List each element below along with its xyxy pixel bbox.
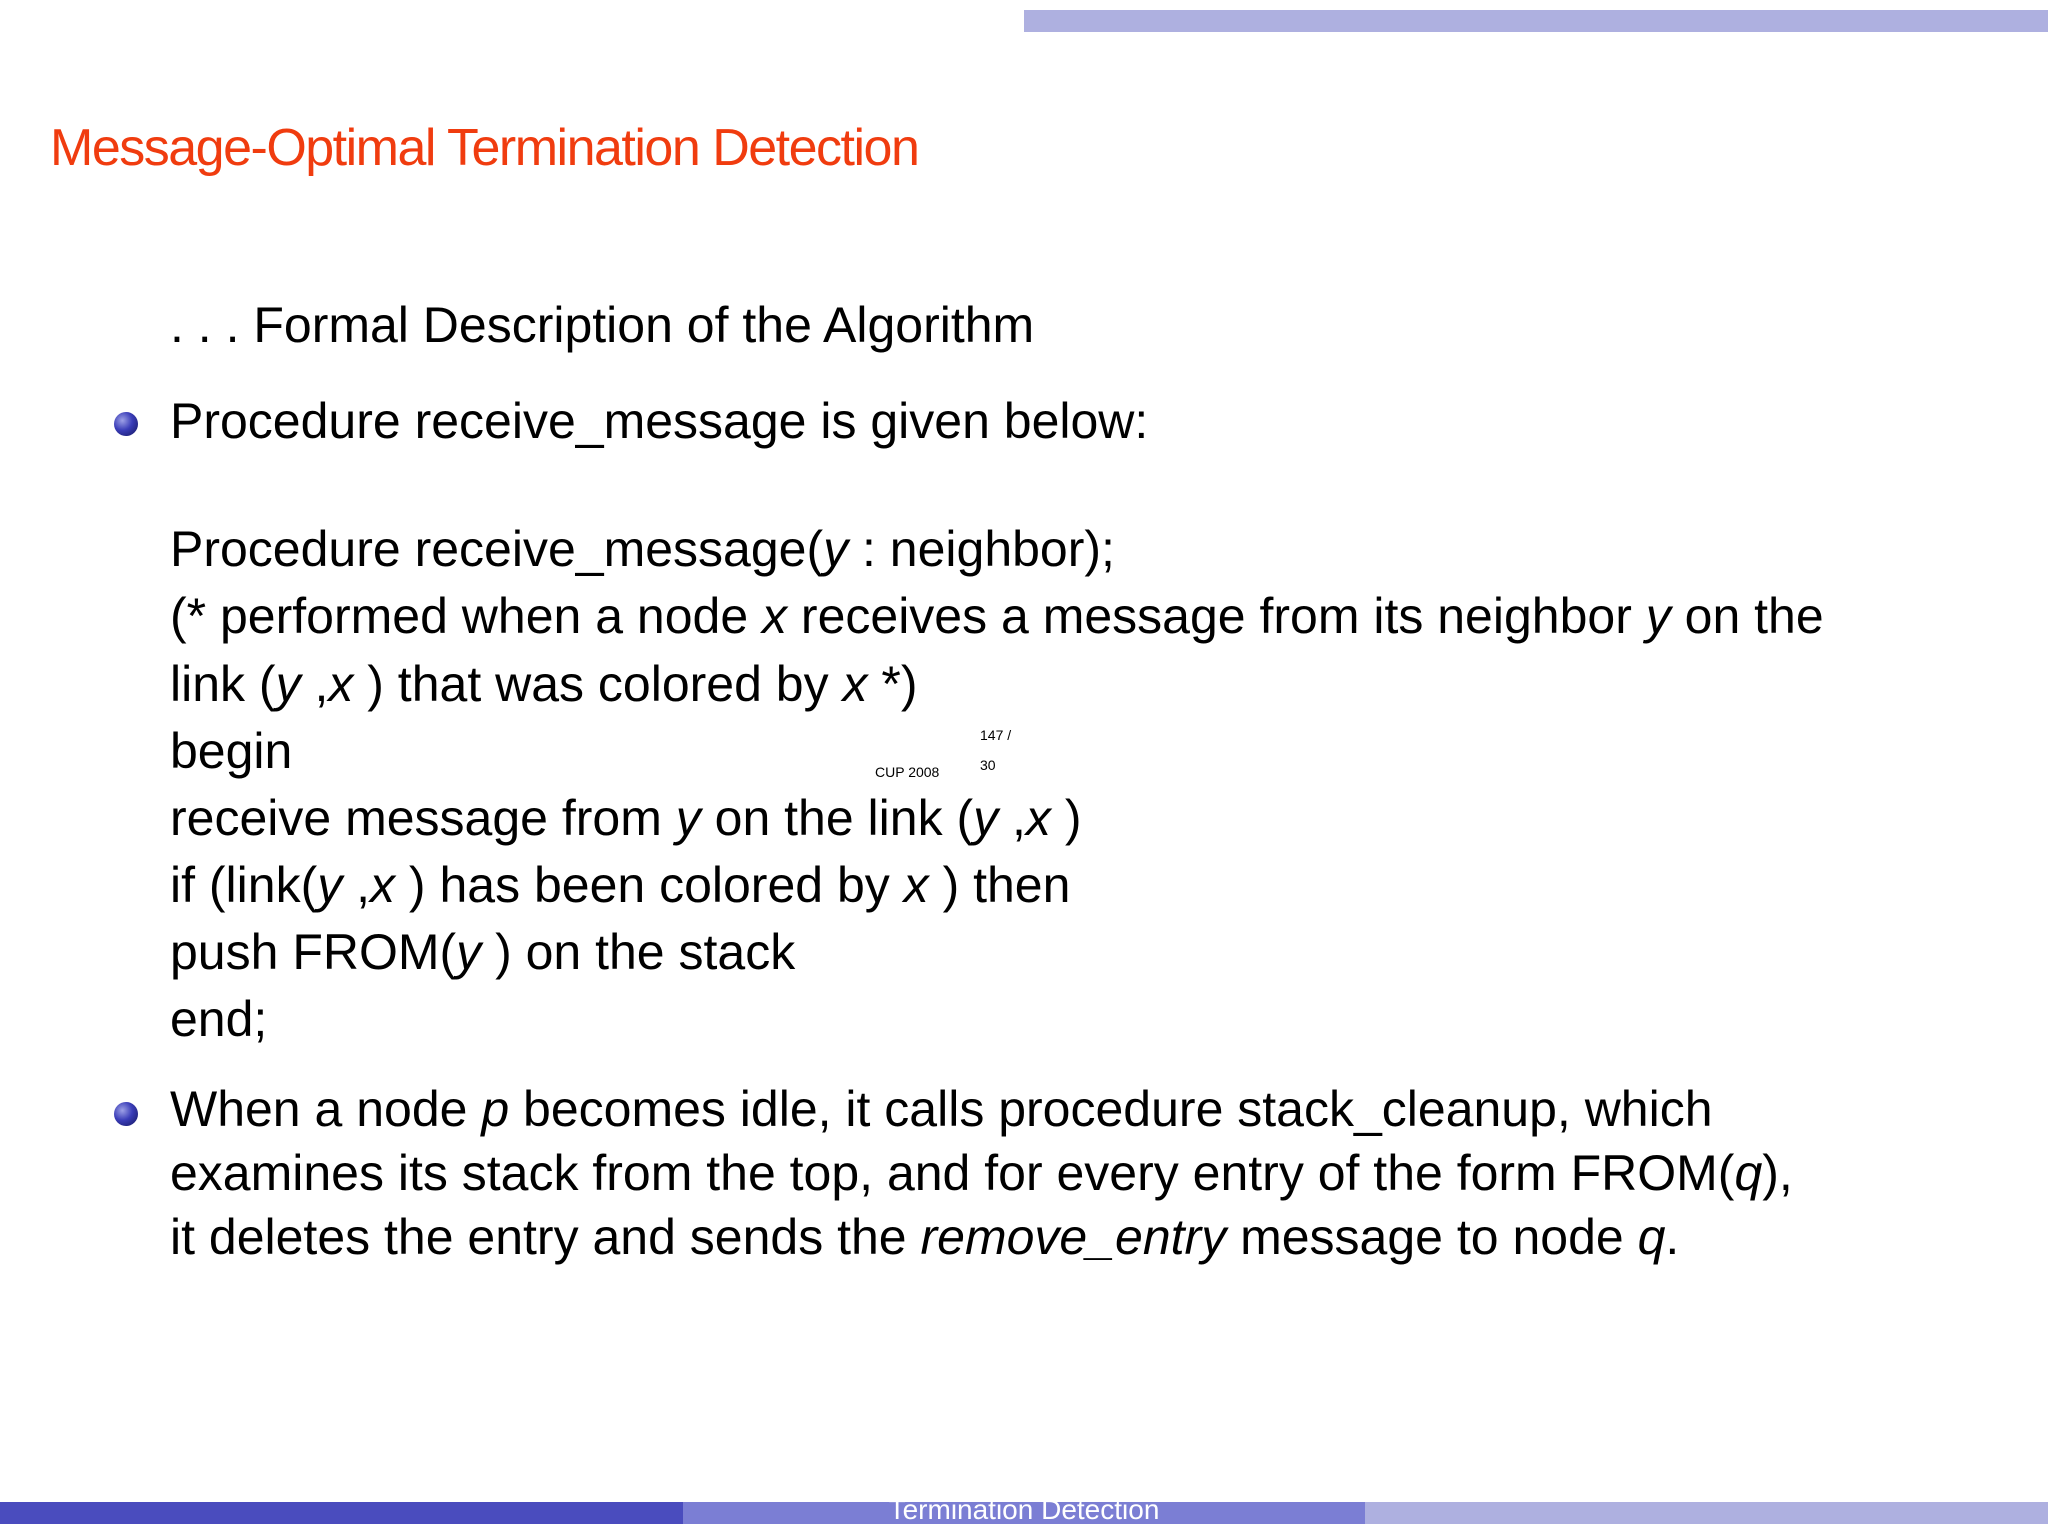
header-accent-bar	[1024, 10, 2048, 32]
code-line-1: Procedure receive_message(y : neighbor);	[170, 521, 1115, 577]
footer-label: Termination Detection	[888, 1494, 1160, 1525]
code-line-8: end;	[170, 991, 268, 1047]
code-line-7: push FROM(y ) on the stack	[170, 924, 796, 980]
copyright-stamp: CUP 2008	[875, 764, 940, 780]
page-number: 147 /	[980, 727, 1012, 743]
bullet2-line-1: When a node p becomes idle, it calls procedure stack_cleanup, which	[170, 1081, 1713, 1137]
bullet2-line-2: examines its stack from the top, and for every entry of the form FROM(q),	[170, 1145, 1793, 1201]
page-total: 30	[980, 757, 996, 773]
footer-bar	[0, 1494, 2048, 1525]
slide-title: Message-Optimal Termination Detection	[50, 119, 919, 177]
footer-segment-right	[1365, 1502, 2048, 1524]
code-line-2: (* performed when a node x receives a message from its neighbor y on the	[170, 588, 1824, 644]
bullet-icon	[114, 412, 138, 436]
code-line-6: if (link(y ,x ) has been colored by x ) then	[170, 857, 1071, 913]
code-line-3: link (y ,x ) that was colored by x *)	[170, 656, 918, 712]
code-line-5: receive message from y on the link (y ,x )	[170, 790, 1082, 846]
code-line-4: begin	[170, 723, 293, 779]
bullet-icon	[114, 1102, 138, 1126]
footer-segment-left	[0, 1502, 683, 1524]
section-subtitle: . . . Formal Description of the Algorithm	[170, 297, 1035, 353]
bullet2-line-3: it deletes the entry and sends the remove_entry message to node q.	[170, 1209, 1680, 1265]
bullet-text-receive-message: Procedure receive_message is given below:	[170, 393, 1149, 449]
